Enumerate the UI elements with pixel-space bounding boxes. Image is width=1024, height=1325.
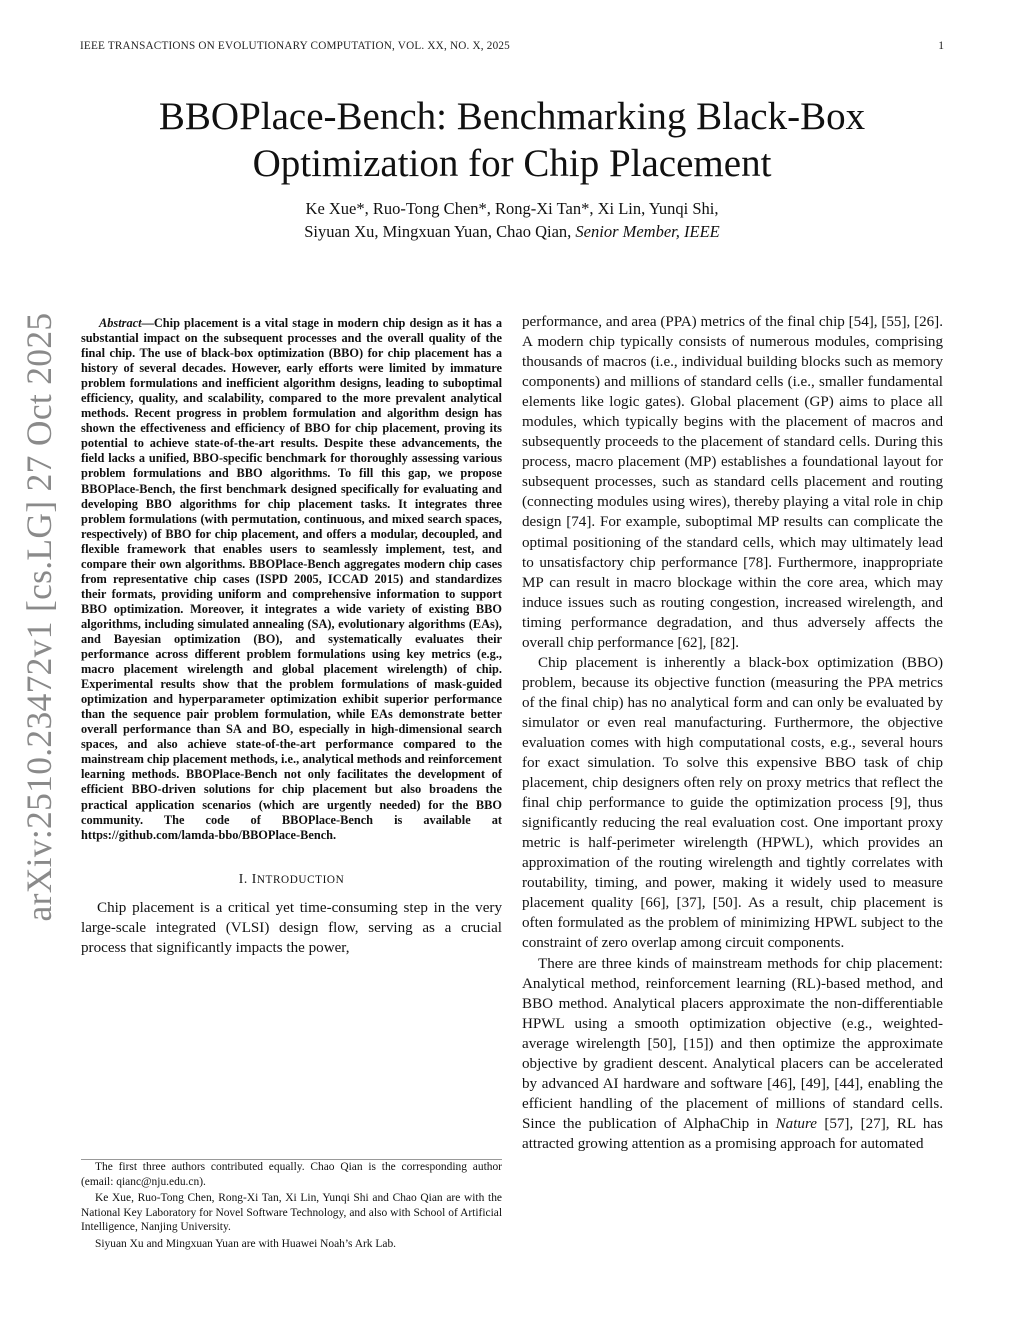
abstract-text: —Chip placement is a vital stage in modern chip design as it has a substantial impact on the subsequent processes and the overall quality of the final chip. The use of black-box optimization (BBO) for chip placement has a history of several decades. However, early efforts were limited by immature problem formulations and inefficient algorithm designs, leading to suboptimal efficiency, quality, and scalability, compared to the more prevalent analytical methods. Recent progress in problem formulation and algorithm design has shown the effectiveness and efficiency of BBO for chip placement, proving its potential to achieve state-of-the-art results. Despite these advancements, the field lacks a unified, BBO-specific benchmark for thoroughly assessing various problem formulations and BBO algorithms. To fill this gap, we propose BBOPlace-Bench, the first benchmark designed specifically for evaluating and developing BBO algorithms for chip placement tasks. It integrates three problem formulations (with permutation, continuous, and mixed search spaces, respectively) of BBO for chip placement, and offers a modular, decoupled, and flexible framework that enables users to seamlessly implement, test, and compare their own algorithms. BBOPlace-Bench aggregates modern chip cases from representative chip cases (ISPD 2005, ICCAD 2015) and standardizes their formats, providing uniform and comprehensive information to support BBO optimization. Moreover, it integrates a wide variety of existing BBO algorithms, including simulated annealing (SA), evolutionary algorithms (EAs), and Bayesian optimization (BO), and systematically evaluates their performance across different problem formulations using key metrics (e.g., macro placement wirelength and global placement wirelength) of chip. Experimental results show that the problem formulations of mask-guided optimization and hyperparameter optimization exhibit superior performance than the sequence pair problem formulation, while EAs demonstrate better overall performance than SA and BO, especially in high-dimensional search spaces, and also achieve state-of-the-art performance compared to the mainstream chip placement methods, i.e., analytical methods and reinforcement learning methods. BBOPlace-Bench not only facilitates the development of efficient BBO-driven solutions for chip placement but also broadens the practical application scenarios (which are urgently needed) for the BBO community. The code of BBOPlace-Bench is available at https://github.com/lamda-bbo/BBOPlace-Bench. [81,316,502,842]
section-numeral: I. I [238,870,257,886]
title-line-1: BBOPlace-Bench: Benchmarking Black-Box [158,95,866,138]
arxiv-identifier-stamp[interactable]: arXiv:2510.23472v1 [cs.LG] 27 Oct 2025 [19,312,59,922]
abstract [81,316,502,843]
intro-paragraph-1: Chip placement is a critical yet time-consuming step in the very large-scale integrated (VLSI) design flow, serving as a crucial process that significantly impacts the power, [81,899,502,956]
author-list [100,198,924,243]
authors-line-2: Siyuan Xu, Mingxuan Yuan, Chao Qian, [304,221,576,241]
right-column [522,312,943,1154]
section-title: NTRODUCTION [256,873,345,886]
paper-title [100,93,924,187]
abstract-label: Abstract [99,316,142,330]
footnotes [81,1159,502,1252]
body-paragraph-continued: performance, and area (PPA) metrics of the final chip [54], [55], [26]. A modern chip typically consists of numerous modules, comprising thousands of macros (i.e., individual building blocks such as memory components) and millions of standard cells (i.e., smaller fundamental elements like logic gates). Global placement (GP) aims to place all modules, which typically begins with the placement of macros and subsequently proceeds to the placement of standard cells. During this process, macro placement (MP) establishes a foundational layout for subsequent processes, such as standard cells placement and routing (connecting modules using wires), thereby playing a vital role in chip design [74]. For example, suboptimal MP results can complicate the optimal positioning of the standard cells, which may ultimately lead to unsatisfactory chip performance [78]. Furthermore, inappropriate MP can result in macro blockage within the core area, which may induce issues such as routing congestion, increased wirelength, and timing performance degradation, and thus adversely affects the overall chip performance [62], [82]. [522,314,943,651]
footnote-affiliation-huawei: Siyuan Xu and Mingxuan Yuan are with Huawei Noah’s Ark Lab. [95,1237,397,1250]
footnote-affiliation-nju: Ke Xue, Ruo-Tong Chen, Rong-Xi Tan, Xi Lin, Yunqi Shi and Chao Qian are with the National Key Laboratory for Novel Software Technology, and also with School of Artificial Intelligence, Nanjing University. [81,1192,502,1234]
journal-name-nature: Nature [775,1115,817,1132]
page-number: 1 [938,40,944,52]
section-heading-introduction [81,871,502,887]
body-paragraph-methods [522,954,943,1154]
title-line-2: Optimization for Chip Placement [252,142,772,185]
footnote-equal-contribution: The first three authors contributed equally. Chao Qian is the corresponding author (email: qianc@nju.edu.cn). [81,1161,502,1188]
running-head: IEEE TRANSACTIONS ON EVOLUTIONARY COMPUTATION, VOL. XX, NO. X, 2025 [80,40,510,52]
body-paragraph-bbo: Chip placement is inherently a black-box optimization (BBO) problem, because its objective function (measuring the PPA metrics of the final chip) has no analytical form and can only be evaluated by simulator or even real manufacturing. Furthermore, the objective evaluation comes with high computational costs, e.g., several hours for exact simulation. To solve this expensive BBO task of chip placement, chip designers often rely on proxy metrics that reflect the final chip performance to guide the optimization process [9], thus significantly reducing the real evaluation cost. One important proxy metric is half-perimeter wirelength (HPWL), which provides an approximation of the routing wirelength and tightly correlates with routability, timing, and power, making it widely used to measure placement quality [66], [37], [50]. As a result, chip placement is often formulated as the problem of minimizing HPWL subject to the constraint of zero overlap among circuit components. [522,654,943,952]
author-membership: Senior Member, IEEE [575,221,720,241]
left-column [81,316,502,958]
methods-text-a: There are three kinds of mainstream methods for chip placement: Analytical method, reinforcement learning (RL)-based method, and BBO method. Analytical placers approximate the non-differentiable HPWL using a smooth optimization objective (e.g., weighted-average wirelength [50], [15]) and then optimize the approximate objective by gradient descent. Analytical placers can be accelerated by advanced AI hardware and software [46], [49], [44], enabling the efficient handling of the placement of millions of standard cells. Since the publication of AlphaChip in [522,955,943,1132]
methods-text-b: [57], [27], RL has attracted growing attention as a promising approach for automated [522,1115,944,1152]
authors-line-1: Ke Xue*, Ruo-Tong Chen*, Rong-Xi Tan*, Xi Lin, Yunqi Shi, [305,199,719,218]
